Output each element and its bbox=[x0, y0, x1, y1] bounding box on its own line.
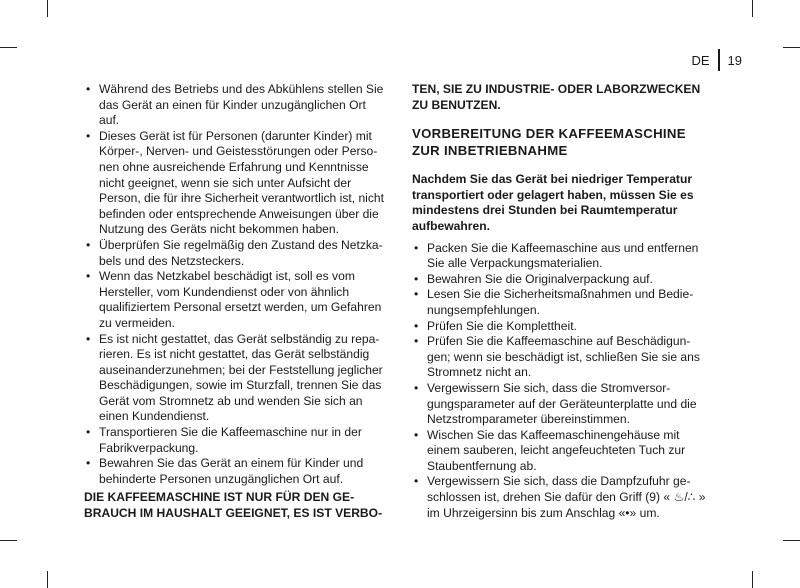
list-item: • Bewahren Sie die Originalverpackung auf. bbox=[412, 272, 712, 288]
list-item: • Lesen Sie die Sicherheitsmaßnahmen und Bedie-nungsempfehlungen. bbox=[412, 287, 712, 318]
household-use-warning-continued: TEN, SIE ZU INDUSTRIE- ODER LABORZWECKEN ZU BENUTZEN. bbox=[412, 82, 701, 112]
list-item: • Wischen Sie das Kaffeemaschinengehäuse mit einem sauberen, leicht angefeuchteten Tuch zur Staubentfernung ab. bbox=[412, 428, 712, 475]
list-item: • Vergewissern Sie sich, dass die Stromversor-gungsparameter auf der Geräteunterplatte und die Netzstromparameter übereinstimmen. bbox=[412, 381, 712, 428]
crop-mark bbox=[783, 47, 800, 48]
safety-list bbox=[84, 82, 386, 487]
list-item: • Wenn das Netzkabel beschädigt ist, soll es vom Hersteller, vom Kundendienst oder von ähnlich qualifiziertem Personal ersetzt werden, um Gefahren zu vermeiden. bbox=[84, 269, 386, 331]
list-item: • Es ist nicht gestattet, das Gerät selbständig zu repa-rieren. Es ist nicht gestattet, das Gerät selbständig auseinanderzunehmen; bei der Feststellung jeglicher Beschädigungen, sowie im Sturzfall, trennen Sie das Gerät vom Stromnetz ab und wenden Sie sich an einen Kundendienst. bbox=[84, 332, 386, 426]
left-column bbox=[84, 82, 386, 522]
crop-mark bbox=[752, 0, 753, 17]
crop-mark bbox=[752, 571, 753, 588]
intro-paragraph: Nachdem Sie das Gerät bei niedriger Temperatur transportiert oder gelagert haben, müssen Sie es mindestens drei Stunden bei Raumtemperatur aufbewahren. bbox=[412, 172, 694, 233]
preparation-list bbox=[412, 241, 712, 522]
header-divider bbox=[718, 49, 720, 71]
crop-mark bbox=[47, 0, 48, 17]
right-column bbox=[412, 82, 712, 521]
list-item: • Packen Sie die Kaffeemaschine aus und entfernen Sie alle Verpackungsmaterialien. bbox=[412, 241, 712, 272]
page-header bbox=[691, 48, 742, 72]
list-item: • Transportieren Sie die Kaffeemaschine nur in der Fabrikverpackung. bbox=[84, 425, 386, 456]
list-item: • Während des Betriebs und des Abkühlens stellen Sie das Gerät an einen für Kinder unzugänglichen Ort auf. bbox=[84, 82, 386, 129]
list-item: • Prüfen Sie die Kaffeemaschine auf Beschädigun-gen; wenn sie beschädigt ist, schließen Sie sie ans Stromnetz nicht an. bbox=[412, 334, 712, 381]
household-use-warning: DIE KAFFEEMASCHINE IST NUR FÜR DEN GE-BRAUCH IM HAUSHALT GEEIGNET, ES IST VERBO- bbox=[84, 490, 383, 521]
crop-mark bbox=[0, 540, 17, 541]
list-item: • Dieses Gerät ist für Personen (darunter Kinder) mit Körper-, Nerven- und Geistesstörungen oder Perso-nen ohne ausreichende Erfahrung und Kenntnisse nicht geeignet, wenn sie sich unter Aufsicht der Person, die für ihre Sicherheit verantwortlich ist, nicht befinden oder entsprechende Anweisungen über die Nutzung des Geräts nicht bekommen haben. bbox=[84, 129, 386, 238]
crop-mark bbox=[47, 571, 48, 588]
list-item: • Bewahren Sie das Gerät an einem für Kinder und behinderte Personen unzugänglichen Ort auf. bbox=[84, 456, 386, 487]
page-number: 19 bbox=[727, 52, 742, 68]
crop-mark bbox=[783, 540, 800, 541]
list-item: • Vergewissern Sie sich, dass die Dampfzufuhr ge-schlossen ist, drehen Sie dafür den Griff (9) « ♨/∴ » im Uhrzeigersinn bis zum Anschlag «•» um. bbox=[412, 474, 712, 521]
list-item: • Prüfen Sie die Komplettheit. bbox=[412, 319, 712, 335]
list-item: • Überprüfen Sie regelmäßig den Zustand des Netzka-bels und des Netzsteckers. bbox=[84, 238, 386, 269]
language-label: DE bbox=[691, 52, 710, 68]
section-title: VORBEREITUNG DER KAFFEEMASCHINE ZUR INBETRIEBNAHME bbox=[412, 126, 686, 158]
crop-mark bbox=[0, 47, 17, 48]
